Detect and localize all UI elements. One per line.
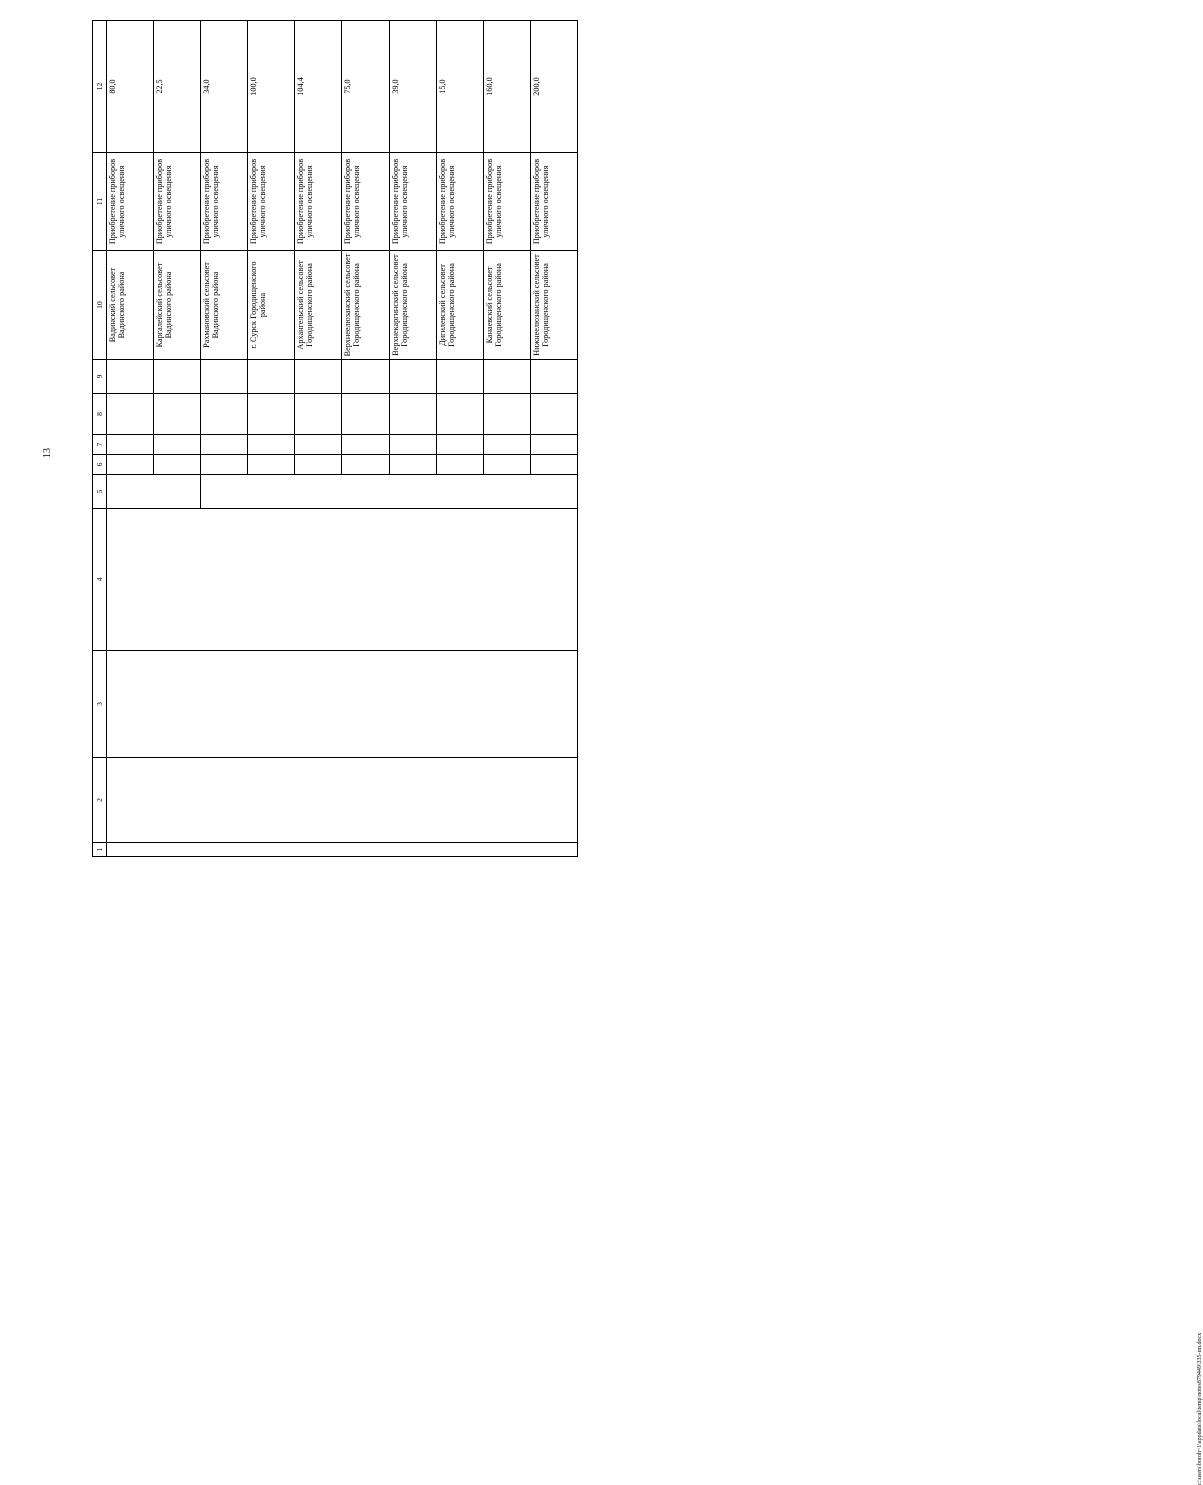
entity-cell: Каргалейский сельсовет Вадинского района xyxy=(154,251,201,360)
entity-cell: г. Сурск Городищенского района xyxy=(248,251,295,360)
amount-cell: 22,5 xyxy=(154,21,201,153)
purpose-cell: Приобретение приборов уличного освещения xyxy=(201,153,248,251)
col-number: 8 xyxy=(93,394,107,435)
purpose-cell: Приобретение приборов уличного освещения xyxy=(342,153,389,251)
empty-cell xyxy=(530,455,577,475)
empty-cell xyxy=(248,435,295,455)
purpose-cell: Приобретение приборов уличного освещения xyxy=(483,153,530,251)
empty-cell xyxy=(436,394,483,435)
empty-cell xyxy=(107,651,578,758)
empty-cell xyxy=(201,475,578,509)
page-number: 13 xyxy=(42,448,53,458)
empty-cell xyxy=(530,435,577,455)
col-number: 9 xyxy=(93,360,107,394)
amount-cell: 160,0 xyxy=(483,21,530,153)
entity-cell: Дигилевский сельсовет Городищенского района xyxy=(436,251,483,360)
amount-cell: 104,4 xyxy=(295,21,342,153)
footer-area xyxy=(600,600,1203,1485)
empty-cell xyxy=(295,360,342,394)
empty-cell xyxy=(483,360,530,394)
empty-cell xyxy=(295,394,342,435)
amount-cell: 34,0 xyxy=(201,21,248,153)
purpose-cell: Приобретение приборов уличного освещения xyxy=(154,153,201,251)
empty-cell xyxy=(201,394,248,435)
col-number: 3 xyxy=(93,651,107,758)
subsidy-table xyxy=(92,20,578,857)
col-number: 10 xyxy=(93,251,107,360)
footer-file-path: c:\users\boroh~1\appdata\local\temp\notes879449\335-пп.docx xyxy=(1197,1332,1203,1485)
entity-cell: Нижнеелюзанский сельсовет Городищенского района xyxy=(530,251,577,360)
purpose-cell: Приобретение приборов уличного освещения xyxy=(248,153,295,251)
col-number: 6 xyxy=(93,455,107,475)
amount-cell: 100,0 xyxy=(248,21,295,153)
purpose-cell: Приобретение приборов уличного освещения xyxy=(530,153,577,251)
entity-cell: Верхнекаргинский сельсовет Городищенского района xyxy=(389,251,436,360)
col-number: 1 xyxy=(93,843,107,857)
table-row xyxy=(107,21,154,857)
empty-cell xyxy=(483,455,530,475)
entity-cell: Канаевский сельсовет Городищенского района xyxy=(483,251,530,360)
empty-cell xyxy=(248,394,295,435)
col-number: 12 xyxy=(93,21,107,153)
empty-cell xyxy=(342,394,389,435)
empty-cell xyxy=(248,360,295,394)
purpose-cell: Приобретение приборов уличного освещения xyxy=(436,153,483,251)
empty-cell xyxy=(530,394,577,435)
amount-cell: 15,0 xyxy=(436,21,483,153)
col-number: 4 xyxy=(93,509,107,651)
empty-cell xyxy=(483,435,530,455)
empty-cell xyxy=(107,435,154,455)
amount-cell: 200,0 xyxy=(530,21,577,153)
empty-cell xyxy=(436,455,483,475)
entity-cell: Вадинский сельсовет Вадинского района xyxy=(107,251,154,360)
empty-cell xyxy=(107,475,201,509)
amount-cell: 75,0 xyxy=(342,21,389,153)
empty-cell xyxy=(201,455,248,475)
empty-cell xyxy=(107,509,578,651)
empty-cell xyxy=(107,455,154,475)
purpose-cell: Приобретение приборов уличного освещения xyxy=(295,153,342,251)
empty-cell xyxy=(248,455,295,475)
empty-cell xyxy=(389,394,436,435)
amount-cell: 80,0 xyxy=(107,21,154,153)
empty-cell xyxy=(436,360,483,394)
empty-cell xyxy=(389,455,436,475)
purpose-cell: Приобретение приборов уличного освещения xyxy=(389,153,436,251)
entity-cell: Верхнеелюзанский сельсовет Городищенского района xyxy=(342,251,389,360)
entity-cell: Рахмановский сельсовет Вадинского района xyxy=(201,251,248,360)
empty-cell xyxy=(201,435,248,455)
empty-cell xyxy=(342,360,389,394)
empty-cell xyxy=(342,455,389,475)
empty-cell xyxy=(154,455,201,475)
empty-cell xyxy=(342,435,389,455)
empty-cell xyxy=(107,360,154,394)
column-number-row xyxy=(93,21,107,857)
empty-cell xyxy=(436,435,483,455)
empty-cell xyxy=(154,435,201,455)
purpose-cell: Приобретение приборов уличного освещения xyxy=(107,153,154,251)
col-number: 5 xyxy=(93,475,107,509)
empty-cell xyxy=(295,435,342,455)
empty-cell xyxy=(107,843,578,857)
empty-cell xyxy=(295,455,342,475)
empty-cell xyxy=(389,360,436,394)
col-number: 2 xyxy=(93,758,107,843)
table-container xyxy=(92,21,578,857)
empty-cell xyxy=(107,758,578,843)
col-number: 7 xyxy=(93,435,107,455)
empty-cell xyxy=(483,394,530,435)
amount-cell: 39,0 xyxy=(389,21,436,153)
empty-cell xyxy=(201,360,248,394)
landscape-table-frame xyxy=(92,21,578,857)
empty-cell xyxy=(107,394,154,435)
empty-cell xyxy=(530,360,577,394)
col-number: 11 xyxy=(93,153,107,251)
empty-cell xyxy=(389,435,436,455)
empty-cell xyxy=(154,394,201,435)
empty-cell xyxy=(154,360,201,394)
entity-cell: Архангельский сельсовет Городищенского района xyxy=(295,251,342,360)
